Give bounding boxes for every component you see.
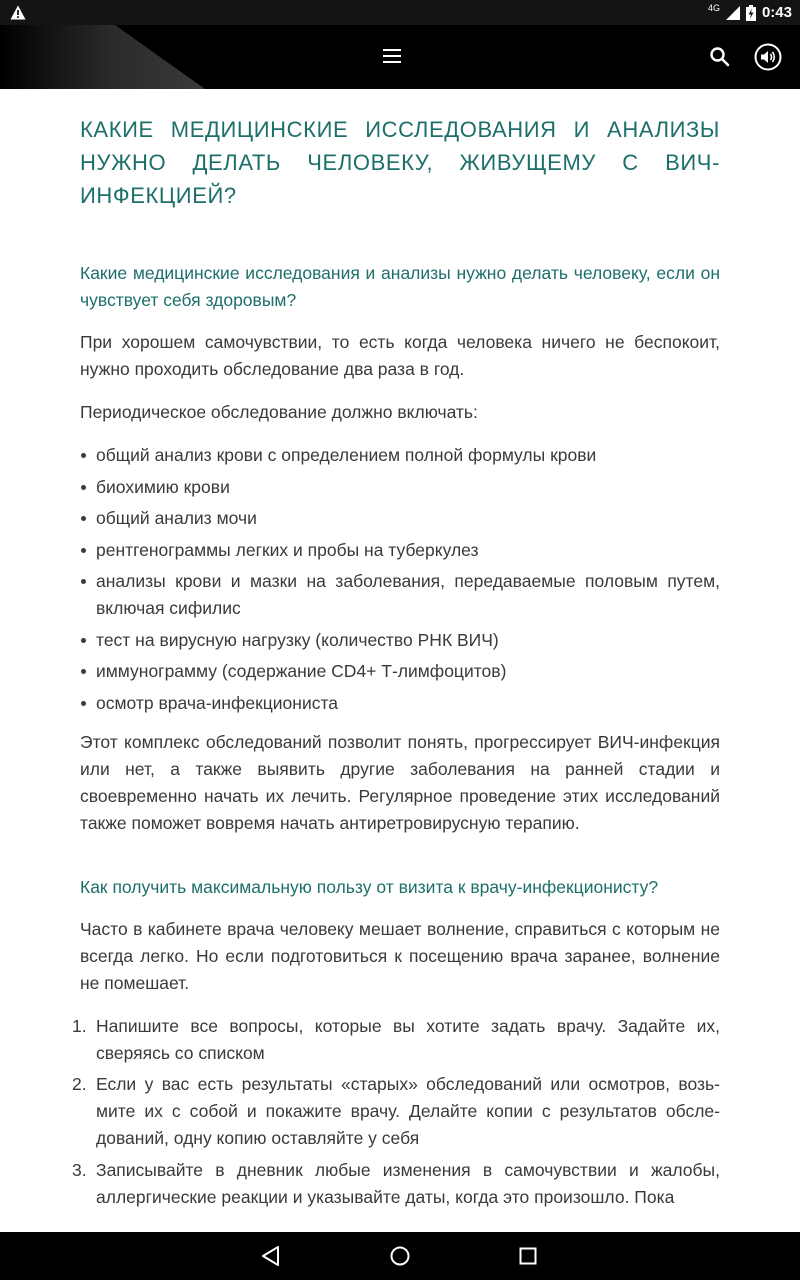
list-item-text: Записывайте в дневник любые изменения в самочувствии и жалобы, аллергические реакции и указывайте даты, когда это произошло. Пока [96, 1159, 720, 1207]
menu-button[interactable] [380, 45, 404, 69]
recents-icon [516, 1244, 540, 1268]
list-item: биохимию крови [80, 474, 720, 501]
list-number: 3. [72, 1159, 87, 1180]
list-item: иммунограмму (содержание CD4+ Т-лимфоцитов) [80, 658, 720, 685]
paragraph: Часто в кабинете врача человеку мешает волнение, справиться с которым не всегда легко. Но если подготовиться к посещению врача заранее, волнение не помешает. [80, 918, 720, 993]
list-item: общий анализ крови с определением полной формулы крови [80, 442, 720, 469]
search-icon [706, 43, 734, 71]
list-number: 1. [72, 1015, 87, 1036]
list-item: осмотр врача-инфекциониста [80, 690, 720, 717]
page-title: КАКИЕ МЕДИЦИНСКИЕ ИССЛЕДОВАНИЯ И АНАЛИЗЫ НУЖНО ДЕЛАТЬ ЧЕЛОВЕКУ, ЖИВУЩЕМУ С ВИЧ-ИНФЕКЦИЕЙ? [80, 117, 720, 208]
list-item: общий анализ мочи [80, 505, 720, 532]
list-item [72, 1157, 720, 1211]
clock: 0:43 [761, 4, 792, 21]
section-heading: Какие медицинские исследования и анализы нужно делать человеку, если он чувствует себя здоровым? [80, 263, 720, 310]
list-item: тест на вирусную нагрузку (количество РНК ВИЧ) [80, 627, 720, 654]
speaker-icon [753, 42, 783, 72]
list-item-text: Если у вас есть результаты «старых» обследований или осмотров, возьмите их с собой и покажите врачу. Делайте копии с результатов обследований, одну копию оставляйте у себя [96, 1074, 720, 1148]
system-navigation-bar [0, 1232, 800, 1280]
toolbar-decoration [0, 25, 205, 89]
paragraph: Этот комплекс обследований позволит понять, прогрессирует ВИЧ-инфекция или нет, а также выявить другие заболевания на ранней стадии и своевременно начать их лечить. Регулярное проведение этих исследований также поможет вовремя начать антиретровирусную терапию. [80, 731, 720, 833]
list-item [72, 1013, 720, 1067]
app-toolbar [0, 25, 800, 89]
steps-list [72, 1013, 720, 1211]
menu-icon-bar [383, 49, 401, 51]
paragraph: Периодическое обследование должно включать: [80, 402, 478, 422]
network-type-label: 4G [707, 2, 720, 13]
home-button[interactable] [388, 1244, 412, 1268]
search-button[interactable] [706, 43, 734, 71]
warning-icon [10, 5, 26, 20]
section-heading: Как получить максимальную пользу от визита к врачу-инфекционисту? [80, 876, 659, 897]
menu-icon-bar [383, 55, 401, 57]
list-number: 2. [72, 1074, 87, 1094]
status-bar [0, 0, 800, 25]
article-content[interactable] [72, 89, 720, 1232]
back-icon [259, 1244, 283, 1268]
exam-list [80, 442, 720, 717]
text-to-speech-button[interactable] [753, 42, 783, 72]
back-button[interactable] [259, 1244, 283, 1268]
list-item-text: Напишите все вопросы, которые вы хотите задать врачу. Задайте их, сверяясь со списком [96, 1015, 720, 1063]
list-item: анализы крови и мазки на заболевания, передаваемые половым путем, включая сифилис [80, 568, 720, 622]
list-item: рентгенограммы легких и пробы на туберкулез [80, 537, 720, 564]
home-icon [388, 1244, 412, 1268]
menu-icon-bar [383, 61, 401, 63]
recents-button[interactable] [516, 1244, 540, 1268]
battery-charging-icon [746, 5, 756, 21]
list-item [72, 1071, 720, 1152]
signal-icon [726, 6, 740, 20]
status-indicators [708, 0, 792, 25]
paragraph: При хорошем самочувствии, то есть когда человека ничего не беспокоит, нужно проходить обследование два раза в год. [80, 332, 720, 379]
